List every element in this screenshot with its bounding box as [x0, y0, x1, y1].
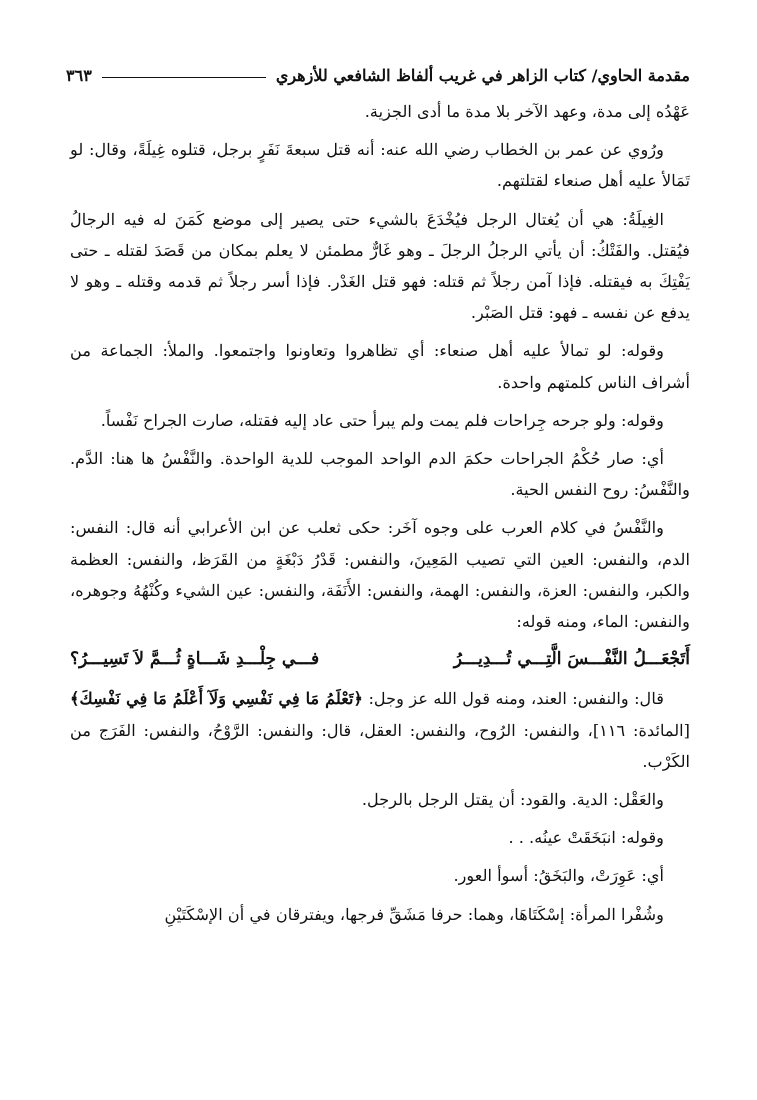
paragraph: وشُفْرا المرأة: إسْكَتَاهَا، وهما: حرفا مَشَقِّ فرجها، ويفترقان في أن الإسْكَتَيْنِ — [164, 904, 664, 924]
running-title: مقدمة الحاوي/ كتاب الزاهر في غريب ألفاظ الشافعي للأزهري — [275, 65, 690, 85]
paragraph: والنَّفْسُ في كلام العرب على وجوه آخَر: حكى ثعلب عن ابن الأعرابي أنه قال: النفس: الدم، والنفس: العين التي تصيب المَعِينَ، والنفس: قَدْرُ دَبْغَةٍ من القَرَظ، والنفس: العظمة والكبر، والنفس: العزة، والنفس: الهمة، والنفس: الأَنَفَة، والنفس: عين الشيء وكُنْهُهُ وجوهره، والنفس: الماء، ومنه قوله: — [70, 518, 690, 632]
poem-first-hemistich: أَتَجْعَـــلُ النَّفْـــسَ الَّتِـــي تُـــدِيـــرُ — [453, 649, 690, 670]
paragraph: وقوله: لو تمالأ عليه أهل صنعاء: أي تظاهروا وتعاونوا واجتمعوا. والملأ: الجماعة من أشراف الناس كلمتهم واحدة. — [70, 341, 690, 392]
paragraph-with-quran — [70, 683, 690, 777]
quran-quote: ﴿تَعْلَمُ مَا فِي نَفْسِي وَلَآ أَعْلَمُ مَا فِي نَفْسِكَ﴾ — [70, 689, 364, 709]
page-number: ٣٦٣ — [66, 65, 92, 85]
paragraph: وقوله: ولو جرحه جِراحات فلم يمت ولم يبرأ حتى عاد إليه فقتله، صارت الجراح نَفْساً. — [100, 410, 664, 430]
header-rule — [102, 77, 266, 78]
paragraph: الغِيلَةُ: هي أن يُغتال الرجل فيُخْدَعَ بالشيء حتى يصير إلى موضع كَمَنَ له فيه الرجالُ فيُقتل. والفَتْكُ: أن يأتي الرجلُ الرجلَ ـ وهو غَارٌّ مطمئن لا يعلم بمكان من قَصَدَ لقتله ـ حتى يَفْتِكَ به فيقتله. فإذا آمن رجلاً ثم قتله: فهو قتل الغَدْر. فإذا أسر رجلاً ثم قدمه وقتله ـ وهو لا يدفع عن نفسه ـ فهو: قتل الصَبْر. — [70, 209, 690, 323]
text-after-quran: [المائدة: ١١٦]، والنفس: الرُوح، والنفس: العقل، قال: والنفس: الرَّوْحُ، والنفس: الفَرَج من الكَرْب. — [70, 720, 690, 771]
poem-verse — [70, 644, 690, 675]
paragraph: عَهْدُه إلى مدة، وعهد الآخر بلا مدة ما أدى الجزية. — [364, 102, 690, 121]
paragraph: وقوله: انبَخَقَتْ عينُه. . . — [508, 828, 664, 848]
paragraph: أي: صار حُكْمُ الجراحات حكمَ الدم الواحد الموجب للدية الواحدة. والنَّفْسُ ها هنا: الدَّم. والنَّفْسُ: روح النفس الحية. — [70, 449, 690, 500]
text-before-quran: قال: والنفس: العند، ومنه قول الله عز وجل: — [363, 689, 664, 709]
paragraph: ورُوي عن عمر بن الخطاب رضي الله عنه: أنه قتل سبعةَ نَفَرٍ برجل، قتلوه غِيلَةً، وقال: لو تَمَالأ عليه أهل صنعاء لقتلتهم. — [70, 140, 690, 191]
paragraph: والعَقْل: الدية. والقود: أن يقتل الرجل بالرجل. — [361, 790, 664, 810]
page-body — [70, 96, 690, 937]
paragraph: أي: عَوِرَتْ، والبَخَقُ: أسوأ العور. — [453, 866, 664, 886]
poem-second-hemistich: فـــي جِلْـــدِ شَـــاةٍ ثُـــمَّ لاَ تَسِيـــرُ؟ — [70, 649, 320, 670]
running-header — [66, 62, 690, 88]
